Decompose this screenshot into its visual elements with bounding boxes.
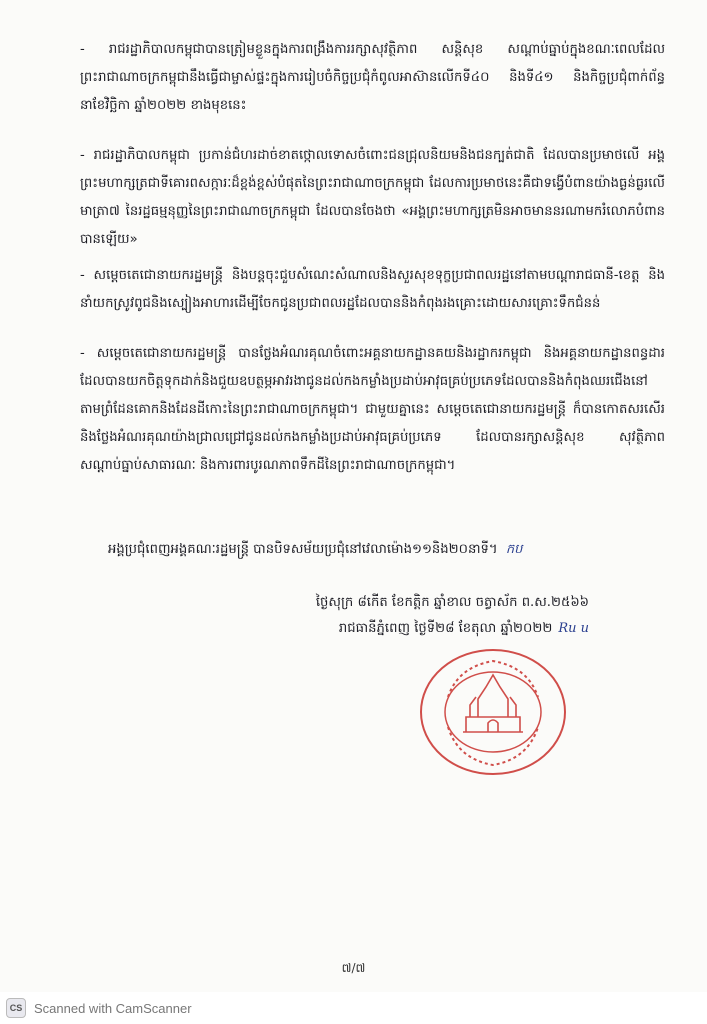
lunar-date: ថ្ងៃសុក្រ ៨កើត ខែកត្តិក ឆ្នាំខាល ចត្វាស័ក ព.ស.២៥៦៦: [315, 595, 589, 610]
camscanner-footer: [0, 992, 707, 1024]
closing-statement: [108, 536, 522, 564]
closing-initials: កប: [505, 542, 523, 557]
camscanner-logo-icon: CS: [6, 998, 26, 1018]
paragraph-3: - សម្តេចតេជោនាយករដ្ឋមន្ត្រី និងបន្តចុះជួបសំណេះសំណាលនិងសួរសុខទុក្ខប្រជាពលរដ្ឋនៅតាមបណ្តារាជធានី-ខេត្ត និងនាំយកស្រូវពូជនិងស្បៀងអាហារដើម្បីចែកជូនប្រជាពលរដ្ឋដែលបាននិងកំពុងរងគ្រោះដោយសារគ្រោះទឹកជំនន់: [80, 268, 665, 311]
date-block: [316, 590, 589, 642]
solar-date-line: [316, 616, 589, 642]
official-seal: [418, 647, 568, 777]
lunar-date-line: [316, 590, 589, 616]
closing-text: អង្គប្រជុំពេញអង្គគណៈរដ្ឋមន្ត្រី បានបិទសម័យប្រជុំនៅវេលាម៉ោង១១និង២០នាទី។: [108, 542, 498, 557]
paragraph-4: - សម្តេចតេជោនាយករដ្ឋមន្ត្រី បានថ្លែងអំណរគុណចំពោះអគ្គនាយកដ្ឋានគយនិងរដ្ឋាករកម្ពុជា និងអគ្គនាយកដ្ឋានពន្ធដារ ដែលបានយកចិត្តទុកដាក់និងជួយឧបត្ថម្ភអាវរងាជូនដល់កងកម្លាំងប្រដាប់អាវុធគ្រប់ប្រភេទដែលបាននិងកំពុងឈរជើងនៅតាមព្រំដែនគោកនិងដែនដីកោះនៃព្រះរាជាណាចក្រកម្ពុជា។ ជាមួយគ្នានេះ សម្តេចតេជោនាយករដ្ឋមន្ត្រី ក៏បានកោតសរសើរនិងថ្លែងអំណរគុណយ៉ាងជ្រាលជ្រៅជូនដល់កងកម្លាំងប្រដាប់អាវុធគ្រប់ប្រភេទ ដែលបានរក្សាសន្តិសុខ សុវត្ថិភាព សណ្តាប់ធ្នាប់សាធារណៈ និងការពារបូរណភាពទឹកដីនៃព្រះរាជាណាចក្រកម្ពុជា។: [80, 346, 665, 473]
page-number: ៧/៧: [341, 961, 366, 975]
date-initials: Ru u: [558, 621, 589, 636]
paragraph-1: - រាជរដ្ឋាភិបាលកម្ពុជាបានត្រៀមខ្លួនក្នុងការពង្រឹងការរក្សាសុវត្ថិភាព សន្តិសុខ សណ្តាប់ធ្នាប់ក្នុងខណៈពេលដែលព្រះរាជាណាចក្រកម្ពុជានឹងធ្វើជាម្ចាស់ផ្ទះក្នុងការរៀបចំកិច្ចប្រជុំកំពូលអាស៊ានលើកទី៤០ និងទី៤១ និងកិច្ចប្រជុំពាក់ព័ន្ធ នាខែវិច្ឆិកា ឆ្នាំ២០២២ ខាងមុខនេះ: [80, 42, 665, 113]
solar-date: រាជធានីភ្នំពេញ ថ្ងៃទី២៨ ខែតុលា ឆ្នាំ២០២២: [338, 621, 553, 636]
camscanner-label: Scanned with CamScanner: [34, 1000, 192, 1016]
paragraph-2: - រាជរដ្ឋាភិបាលកម្ពុជា ប្រកាន់ជំហរដាច់ខាតថ្កោលទោសចំពោះជនជ្រុលនិយមនិងជនក្បត់ជាតិ ដែលបានប្រមាថលើ អង្គព្រះមហាក្សត្រជាទីគោរពសក្ការៈដ៏ខ្ពង់ខ្ពស់បំផុតនៃព្រះរាជាណាចក្រកម្ពុជា ដែលការប្រមាថនេះគឺជាទង្វើបំពានយ៉ាងធ្ងន់ធ្ងរលើមាត្រា៧ នៃរដ្ឋធម្មនុញ្ញនៃព្រះរាជាណាចក្រកម្ពុជា ដែលបានចែងថា «អង្គព្រះមហាក្សត្រមិនអាចមាននរណាមករំលោភបំពានបានឡើយ»: [80, 148, 665, 247]
